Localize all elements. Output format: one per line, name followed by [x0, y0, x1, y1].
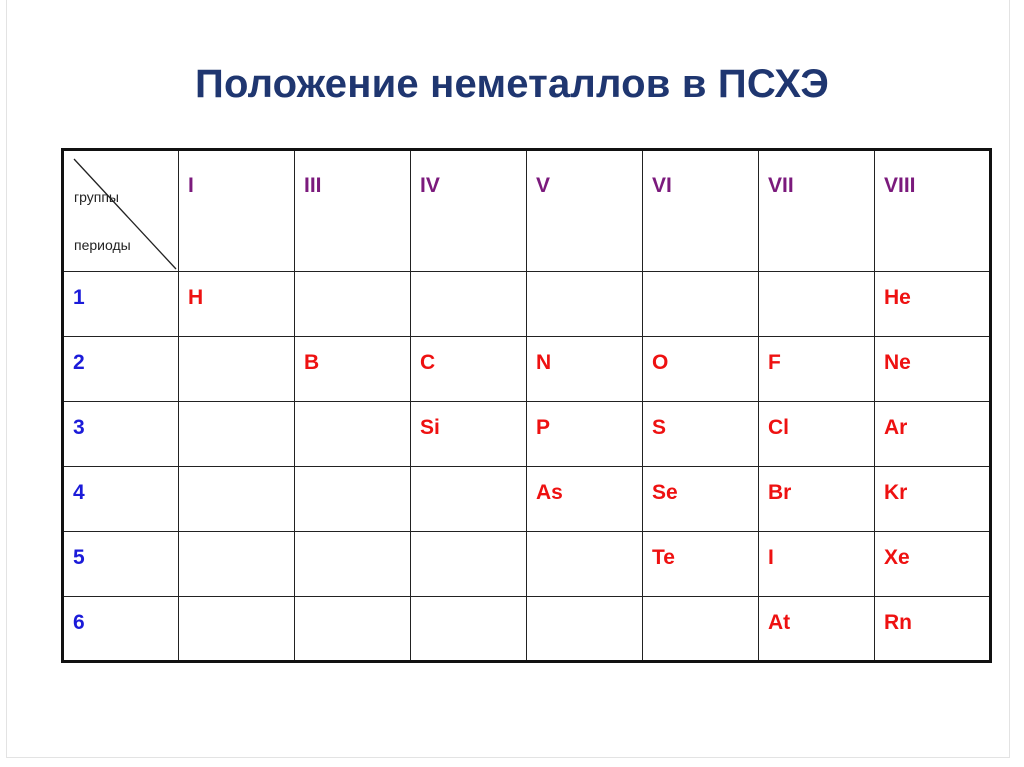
header-row — [63, 150, 991, 272]
element-cell: Cl — [759, 402, 875, 467]
table-row — [63, 532, 991, 597]
period-number: 6 — [63, 597, 179, 662]
element-cell: C — [411, 337, 527, 402]
element-cell — [527, 272, 643, 337]
corner-cell — [63, 150, 179, 272]
element-cell — [295, 532, 411, 597]
group-header-VII: VII — [759, 150, 875, 272]
element-cell: He — [875, 272, 991, 337]
element-cell: Ne — [875, 337, 991, 402]
element-cell — [295, 467, 411, 532]
element-cell — [179, 402, 295, 467]
element-cell: Br — [759, 467, 875, 532]
group-header-VIII: VIII — [875, 150, 991, 272]
element-cell — [411, 272, 527, 337]
table-row — [63, 467, 991, 532]
table-row — [63, 272, 991, 337]
element-cell — [295, 272, 411, 337]
element-cell — [643, 597, 759, 662]
period-number: 1 — [63, 272, 179, 337]
table-row — [63, 337, 991, 402]
element-cell: At — [759, 597, 875, 662]
group-header-VI: VI — [643, 150, 759, 272]
element-cell — [527, 532, 643, 597]
element-cell — [759, 272, 875, 337]
diagonal-divider — [64, 151, 180, 272]
element-cell: Te — [643, 532, 759, 597]
group-header-IV: IV — [411, 150, 527, 272]
group-header-III: III — [295, 150, 411, 272]
group-header-V: V — [527, 150, 643, 272]
element-cell: Kr — [875, 467, 991, 532]
groups-label: группы — [74, 189, 119, 205]
period-number: 5 — [63, 532, 179, 597]
element-cell: S — [643, 402, 759, 467]
element-cell: F — [759, 337, 875, 402]
period-number: 3 — [63, 402, 179, 467]
table-row — [63, 597, 991, 662]
element-cell: Xe — [875, 532, 991, 597]
element-cell — [295, 402, 411, 467]
element-cell — [411, 597, 527, 662]
element-cell: As — [527, 467, 643, 532]
element-cell — [179, 337, 295, 402]
element-cell: Se — [643, 467, 759, 532]
element-cell: Rn — [875, 597, 991, 662]
element-cell: Si — [411, 402, 527, 467]
period-number: 4 — [63, 467, 179, 532]
group-header-I: I — [179, 150, 295, 272]
element-cell — [527, 597, 643, 662]
element-cell: O — [643, 337, 759, 402]
table-row — [63, 402, 991, 467]
element-cell: I — [759, 532, 875, 597]
element-cell — [179, 467, 295, 532]
element-cell — [179, 597, 295, 662]
element-cell: Ar — [875, 402, 991, 467]
element-cell — [411, 532, 527, 597]
element-cell — [643, 272, 759, 337]
periods-label: периоды — [74, 237, 131, 253]
period-number: 2 — [63, 337, 179, 402]
periodic-table-nonmetals — [61, 148, 992, 663]
element-cell — [295, 597, 411, 662]
element-cell: P — [527, 402, 643, 467]
element-cell: B — [295, 337, 411, 402]
slide-title: Положение неметаллов в ПСХЭ — [195, 62, 829, 106]
element-cell: N — [527, 337, 643, 402]
element-cell — [179, 532, 295, 597]
element-cell — [411, 467, 527, 532]
element-cell: H — [179, 272, 295, 337]
